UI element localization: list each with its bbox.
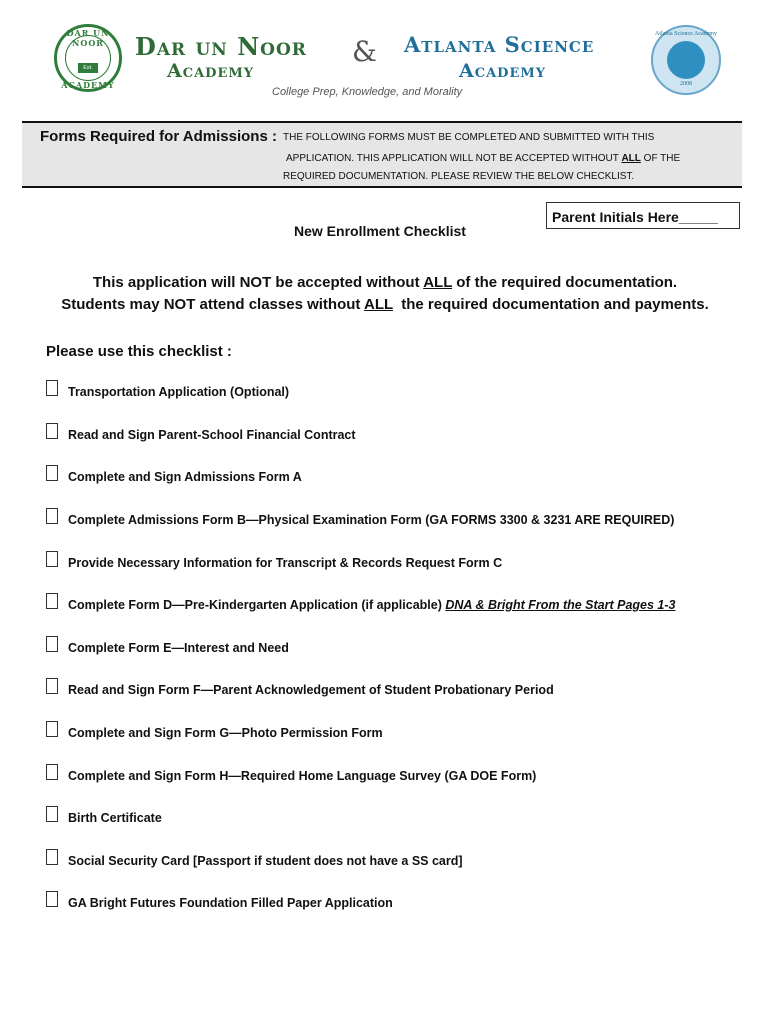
warning-line-2	[0, 296, 770, 313]
warning-2-post: the required documentation and payments.	[392, 296, 709, 313]
parent-initials-label: Parent Initials Here_____	[552, 209, 718, 225]
warning-1-emph: ALL	[423, 274, 453, 291]
item-text: Complete Admissions Form B—Physical Examination Form (GA FORMS 3300 & 3231 ARE REQUIRED)	[68, 513, 675, 527]
item-text: Birth Certificate	[68, 811, 162, 825]
item-text: Complete Form E—Interest and Need	[68, 641, 289, 655]
atlanta-science-title: Atlanta Science	[404, 32, 595, 57]
checklist-item-label	[68, 556, 502, 570]
item-link-text: DNA & Bright From the Start Pages 1-3	[445, 598, 676, 612]
banner-line-1: THE FOLLOWING FORMS MUST BE COMPLETED AND SUBMITTED WITH THIS	[283, 132, 655, 143]
item-text: Read and Sign Parent-School Financial Contract	[68, 428, 356, 442]
checklist-item-label	[68, 726, 383, 740]
banner-line-3: REQUIRED DOCUMENTATION. PLEASE REVIEW THE BELOW CHECKLIST.	[283, 171, 635, 182]
checklist-title: New Enrollment Checklist	[294, 223, 466, 239]
item-text: Transportation Application (Optional)	[68, 385, 290, 399]
item-text: Read and Sign Form F—Parent Acknowledgement of Student Probationary Period	[68, 683, 554, 697]
item-text: Provide Necessary Information for Transcript & Records Request Form C	[68, 556, 503, 570]
checkbox[interactable]	[46, 891, 58, 907]
checkbox[interactable]	[46, 849, 58, 865]
checkbox[interactable]	[46, 678, 58, 694]
logo-arc-top: DAR UN NOOR	[66, 28, 110, 48]
checkbox[interactable]	[46, 551, 58, 567]
atlanta-science-logo	[651, 25, 721, 95]
dar-un-noor-academy: Academy	[167, 60, 255, 82]
checklist-item-label	[68, 428, 356, 442]
checklist-item-label	[68, 811, 162, 825]
banner-line-2	[286, 153, 680, 164]
atlanta-science-academy: Academy	[459, 60, 547, 82]
checklist-item-label	[68, 598, 676, 612]
warning-2-pre: Students may NOT attend classes without	[61, 296, 365, 313]
checklist-item-label	[68, 470, 302, 484]
logo-inner-ring	[65, 35, 111, 81]
checklist-item-label	[68, 896, 393, 910]
logo-arc-text: Atlanta Science Academy	[655, 31, 717, 37]
warning-2-emph: ALL	[364, 296, 393, 313]
logo-est: Est. 1990	[78, 63, 98, 73]
banner-title: Forms Required for Admissions :	[40, 128, 277, 145]
checkbox[interactable]	[46, 721, 58, 737]
dar-un-noor-title: Dar un Noor	[135, 32, 307, 61]
logo-arc-bottom: ACADEMY	[61, 80, 115, 90]
tagline: College Prep, Knowledge, and Morality	[272, 86, 463, 98]
checklist-item-label	[68, 641, 289, 655]
warning-1-post: of the required documentation.	[452, 274, 678, 291]
checklist-item-label	[68, 854, 463, 868]
item-text: Complete and Sign Form G—Photo Permission Form	[68, 726, 383, 740]
warning-1-pre: This application will NOT be accepted without	[92, 274, 424, 291]
logo-year: 2008	[680, 81, 692, 87]
checkbox[interactable]	[46, 806, 58, 822]
checkbox[interactable]	[46, 423, 58, 439]
item-text: Complete Form D—Pre-Kindergarten Application (if applicable)	[68, 598, 446, 612]
checklist-item-label	[68, 769, 536, 783]
dar-un-noor-logo	[54, 24, 122, 92]
checkbox[interactable]	[46, 465, 58, 481]
checklist-item-label	[68, 513, 674, 527]
item-text: Social Security Card [Passport if student does not have a SS card]	[68, 854, 463, 868]
checkbox[interactable]	[46, 593, 58, 609]
checkbox[interactable]	[46, 764, 58, 780]
item-text: GA Bright Futures Foundation Filled Paper Application	[68, 896, 393, 910]
checklist-item-label	[68, 385, 289, 399]
checkbox[interactable]	[46, 636, 58, 652]
banner-line-2-post: OF THE	[640, 153, 681, 164]
item-text: Complete and Sign Form H—Required Home Language Survey (GA DOE Form)	[68, 769, 537, 783]
banner-line-2-pre: APPLICATION. THIS APPLICATION WILL NOT BE ACCEPTED WITHOUT	[286, 153, 622, 164]
logo-book-emblem	[667, 41, 705, 79]
warning-line-1	[0, 274, 770, 291]
checkbox[interactable]	[46, 508, 58, 524]
checklist-instruction: Please use this checklist :	[46, 343, 232, 360]
checklist-item-label	[68, 683, 554, 697]
ampersand: &	[352, 35, 377, 68]
checkbox[interactable]	[46, 380, 58, 396]
banner-line-2-emph: ALL	[621, 153, 641, 164]
item-text: Complete and Sign Admissions Form A	[68, 470, 302, 484]
